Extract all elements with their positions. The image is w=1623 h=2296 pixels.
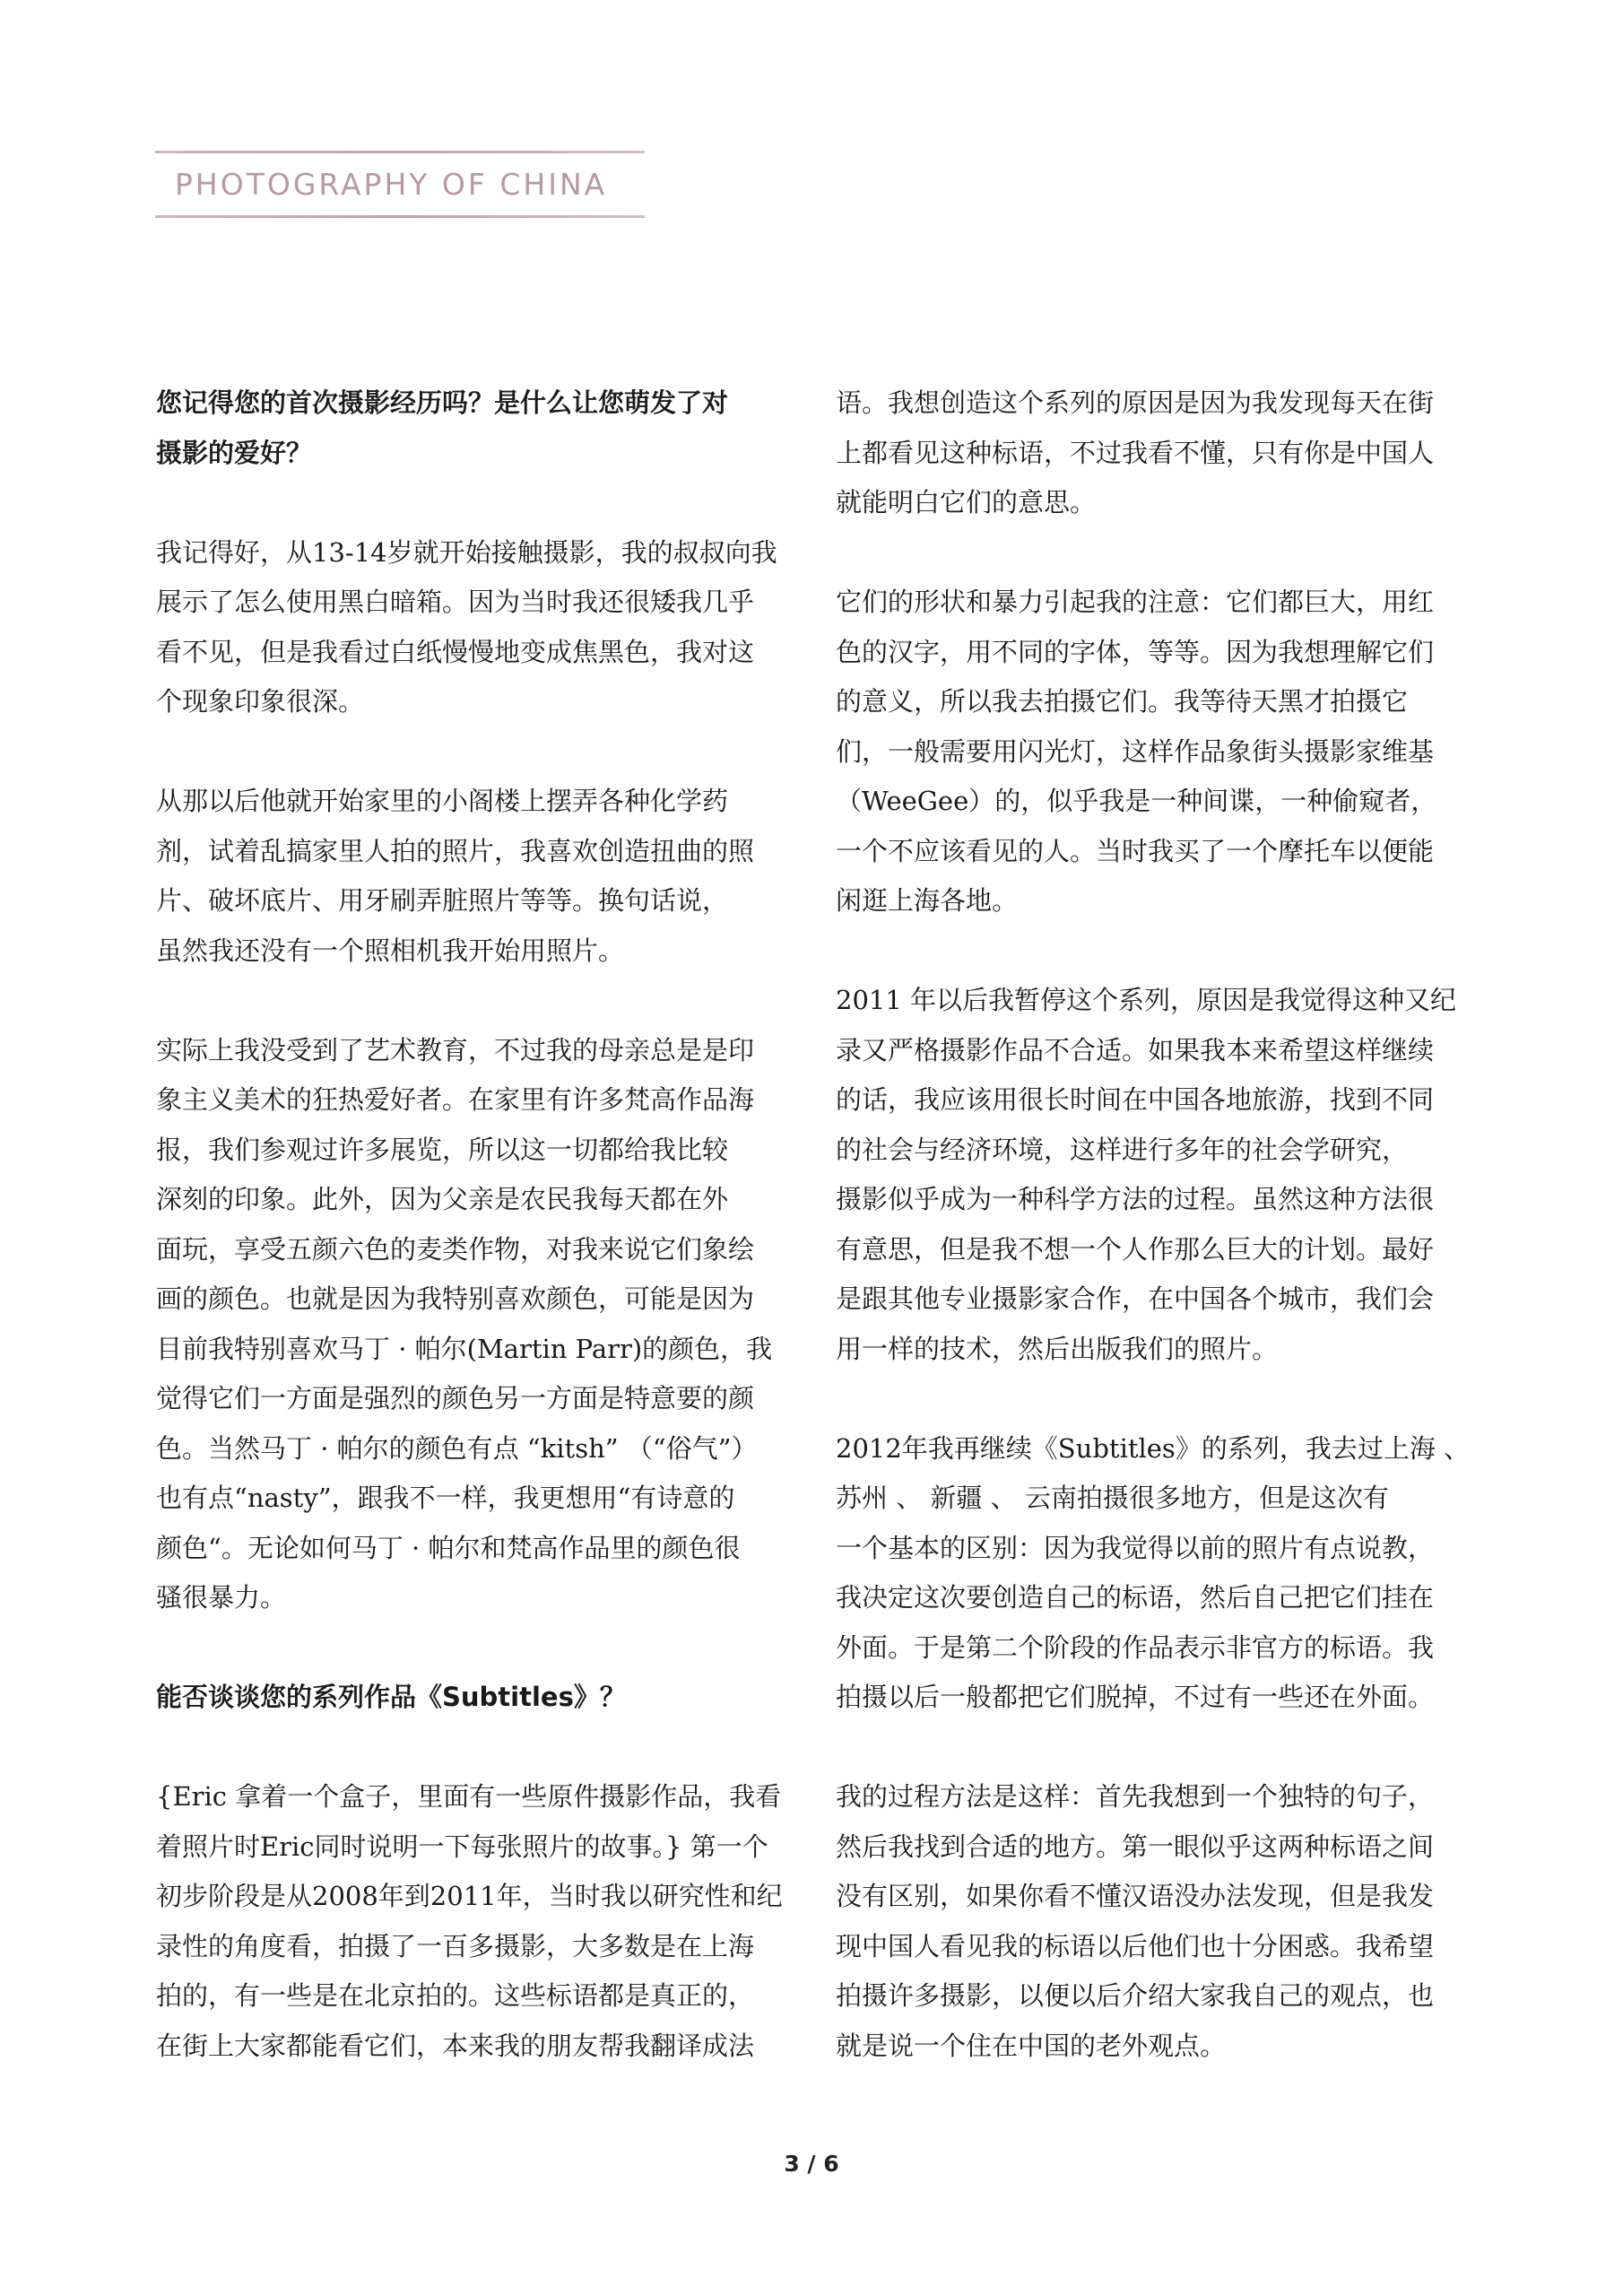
paragraph-gap	[156, 727, 811, 778]
body-text-line: 用一样的技术，然后出版我们的照片。	[836, 1333, 1279, 1364]
body-text-line: 剂，试着乱搞家里人拍的照片，我喜欢创造扭曲的照	[156, 835, 755, 866]
body-text-line: 实际上我没受到了艺术教育，不过我的母亲总是是印	[156, 1034, 755, 1065]
body-text-line: 拍摄许多摄影，以便以后介绍大家我自己的观点，也	[836, 1980, 1435, 2011]
body-text-line: 象主义美术的狂热爱好者。在家里有许多梵高作品海	[156, 1084, 755, 1115]
body-text-line: 虽然我还没有一个照相机我开始用照片。	[156, 935, 625, 966]
body-text-line: 在街上大家都能看它们，本来我的朋友帮我翻译成法	[156, 2030, 755, 2061]
body-text-line: 现中国人看见我的标语以后他们也十分困惑。我希望	[836, 1930, 1435, 1961]
body-text-line: 画的颜色。也就是因为我特别喜欢颜色，可能是因为	[156, 1283, 755, 1314]
body-text-line: （WeeGee）的，似乎我是一种间谍，一种偷窥者，	[836, 786, 1437, 816]
body-text-line: 有意思，但是我不想一个人作那么巨大的计划。最好	[836, 1233, 1435, 1265]
body-text-line: 上都看见这种标语，不过我看不懂，只有你是中国人	[836, 437, 1435, 468]
body-text-line: 展示了怎么使用黑白暗箱。因为当时我还很矮我几乎	[156, 587, 755, 617]
paragraph-gap	[836, 926, 1481, 977]
body-text-line: 颜色“。无论如何马丁 · 帕尔和梵高作品里的颜色很	[156, 1532, 741, 1563]
paragraph-gap	[156, 1623, 811, 1674]
body-text-line: 它们的形状和暴力引起我的注意：它们都巨大，用红	[836, 587, 1435, 617]
body-text-line: 报，我们参观过许多展览，所以这一切都给我比较	[156, 1134, 729, 1165]
body-text-line: 骚很暴力。	[156, 1582, 287, 1613]
body-text-line: 目前我特别喜欢马丁 · 帕尔(Martin Parr)的颜色，我	[156, 1333, 773, 1364]
paragraph-gap	[836, 1374, 1481, 1424]
body-text-line: 我的过程方法是这样：首先我想到一个独特的句子，	[836, 1781, 1435, 1812]
brand-title: PHOTOGRAPHY OF CHINA	[175, 167, 608, 202]
body-text-line: 的社会与经济环境，这样进行多年的社会学研究，	[836, 1134, 1409, 1165]
body-text-line: 一个不应该看见的人。当时我买了一个摩托车以便能	[836, 835, 1435, 866]
body-text-line: 深刻的印象。此外，因为父亲是农民我每天都在外	[156, 1184, 729, 1214]
body-text-line: 录又严格摄影作品不合适。如果我本来希望这样继续	[836, 1034, 1435, 1065]
body-text-line: 片、破坏底片、用牙刷弄脏照片等等。换句话说，	[156, 885, 729, 916]
body-text-line: 就能明白它们的意思。	[836, 487, 1097, 517]
body-text-line: 个现象印象很深。	[156, 686, 365, 717]
body-text-line: 看不见，但是我看过白纸慢慢地变成焦黑色，我对这	[156, 636, 755, 667]
body-text-line: {Eric 拿着一个盒子，里面有一些原件摄影作品，我看	[156, 1781, 782, 1812]
body-text-line: 从那以后他就开始家里的小阁楼上摆弄各种化学药	[156, 786, 729, 816]
body-text-line: 2012年我再继续《Subtitles》的系列，我去过上海 、	[836, 1432, 1471, 1464]
body-text-line: 的话，我应该用很长时间在中国各地旅游，找到不同	[836, 1084, 1435, 1115]
body-text-line: 就是说一个住在中国的老外观点。	[836, 2030, 1227, 2061]
paragraph-gap	[156, 1723, 811, 1773]
body-text-line: 语。我想创造这个系列的原因是因为我发现每天在街	[836, 387, 1435, 418]
body-text-line: 面玩，享受五颜六色的麦类作物，对我来说它们象绘	[156, 1233, 755, 1265]
body-text-line: 觉得它们一方面是强烈的颜色另一方面是特意要的颜	[156, 1383, 755, 1413]
body-text-line: 拍的，有一些是在北京拍的。这些标语都是真正的，	[156, 1980, 755, 2011]
body-text-line: 初步阶段是从2008年到2011年，当时我以研究性和纪	[156, 1881, 783, 1911]
body-text-line: 色的汉字，用不同的字体，等等。因为我想理解它们	[836, 636, 1435, 667]
paragraph-gap	[156, 976, 811, 1026]
page-number: 3 / 6	[784, 2151, 839, 2177]
body-text-line: 着照片时Eric同时说明一下每张照片的故事。} 第一个	[156, 1831, 768, 1862]
body-text-line: 然后我找到合适的地方。第一眼似乎这两种标语之间	[836, 1831, 1435, 1862]
masthead-top-rule	[155, 151, 645, 153]
body-text-line: 们，一般需要用闪光灯，这样作品象街头摄影家维基	[836, 735, 1435, 767]
question-heading-line: 摄影的爱好？	[156, 437, 313, 468]
right-text-column	[836, 378, 1481, 2071]
body-text-line: 我记得好，从13-14岁就开始接触摄影，我的叔叔向我	[156, 536, 777, 568]
paragraph-gap	[836, 1723, 1481, 1773]
question-heading-line: 您记得您的首次摄影经历吗？是什么让您萌发了对	[156, 387, 729, 418]
body-text-line: 我决定这次要创造自己的标语，然后自己把它们挂在	[836, 1582, 1435, 1613]
body-text-line: 2011 年以后我暂停这个系列，原因是我觉得这种又纪	[836, 985, 1457, 1015]
body-text-line: 的意义，所以我去拍摄它们。我等待天黑才拍摄它	[836, 686, 1409, 717]
body-text-line: 没有区别，如果你看不懂汉语没办法发现，但是我发	[836, 1881, 1435, 1911]
masthead-bottom-rule	[155, 215, 645, 218]
body-text-line: 摄影似乎成为一种科学方法的过程。虽然这种方法很	[836, 1184, 1435, 1214]
body-text-line: 闲逛上海各地。	[836, 885, 1019, 916]
left-text-column	[156, 378, 811, 2071]
body-text-line: 录性的角度看，拍摄了一百多摄影，大多数是在上海	[156, 1930, 755, 1961]
body-text-line: 拍摄以后一般都把它们脱掉，不过有一些还在外面。	[836, 1682, 1435, 1712]
body-text-line: 一个基本的区别：因为我觉得以前的照片有点说教，	[836, 1532, 1435, 1563]
body-text-line: 色。当然马丁 · 帕尔的颜色有点 “kitsh” （“俗气”）	[156, 1432, 758, 1464]
paragraph-gap	[836, 528, 1481, 578]
masthead	[155, 151, 645, 219]
body-text-line: 外面。于是第二个阶段的作品表示非官方的标语。我	[836, 1631, 1435, 1663]
body-text-line: 苏州 、 新疆 、 云南拍摄很多地方，但是这次有	[836, 1483, 1389, 1513]
body-text-line: 是跟其他专业摄影家合作，在中国各个城市，我们会	[836, 1283, 1435, 1314]
paragraph-gap	[156, 478, 811, 528]
question-heading-line: 能否谈谈您的系列作品《Subtitles》？	[156, 1682, 626, 1712]
body-text-line: 也有点“nasty”，跟我不一样，我更想用“有诗意的	[156, 1483, 735, 1513]
